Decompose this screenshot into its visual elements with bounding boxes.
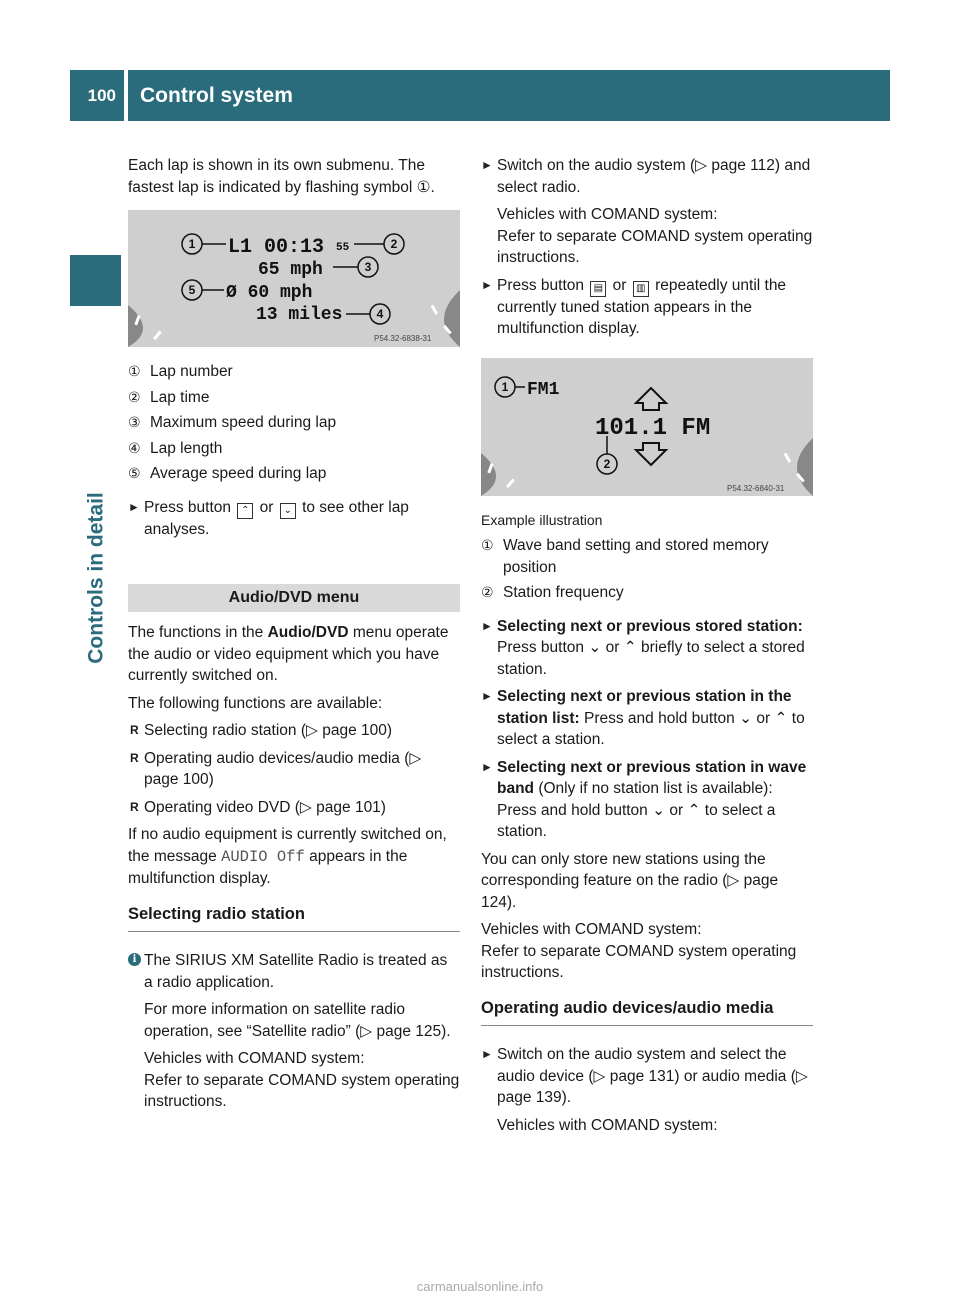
step-arrow-icon: ►	[481, 689, 493, 703]
lap-display-illustration	[128, 210, 460, 347]
right-column: ► Switch on the audio system (▷ page 112) and select radio. Vehicles with COMAND system: Refer to separate COMAND system operating instructions. ► Press button ▤ or ▥ repeatedly until the currently tuned station appears in the multifunction display. FM1 101.1 FM 1 2 P54.32-6840-31 Example illustration ① Wave band setting and stored memory position ② Station frequency ► Selecting next or previous stored station: Press button ⌄ or ⌃ briefly to select a stored station. ► Selecting next or previous station in the station list: Press and hold button ⌄ or ⌃ to select a station. ► Selecting next or previous station in wave band (Only if no station list is available): Press and hold button ⌄ or ⌃ to select a station. You can only store new stations using the corresponding feature on the radio (▷ page 124). Vehicles with COMAND system: Refer to separate COMAND system operating instructions. Operating audio devices/audio media ► Switch on the audio system and select the audio device (▷ page 131) or audio media (▷ page 139). Vehicles with COMAND system:	[481, 157, 813, 1134]
legend-item: ④ Lap length	[128, 439, 223, 457]
figure-code: P54.32-6840-31	[727, 483, 785, 493]
instruction-step: ► Press button ▤ or ▥ repeatedly until the currently tuned station appears in the multifunction display.	[481, 276, 787, 337]
list-item: R Operating audio devices/audio media (▷ page 100)	[130, 749, 422, 788]
subheading-selecting-radio: Selecting radio station	[128, 904, 460, 933]
band-label: FM1	[527, 379, 560, 400]
intro-paragraph: Each lap is shown in its own submenu. The fastest lap is indicated by flashing symbol ①.	[128, 157, 435, 196]
lap-legend	[128, 361, 460, 485]
callout-3: 3	[364, 260, 372, 274]
legend-item: ① Lap number	[128, 363, 233, 380]
legend-item: ② Station frequency	[481, 584, 624, 601]
info-icon: i	[128, 953, 141, 966]
side-section-label: Controls in detail	[84, 492, 108, 664]
function-list	[128, 720, 460, 818]
list-item: R Selecting radio station (▷ page 100)	[130, 722, 393, 739]
forward-button-icon: ▥	[633, 281, 649, 297]
up-button-icon: ⌃	[237, 503, 253, 519]
step-arrow-icon: ►	[128, 499, 140, 514]
legend-item: ② Lap time	[128, 388, 210, 406]
lap-display-svg	[128, 210, 460, 347]
callout-1: 1	[188, 237, 196, 251]
instruction-step: ► Press button ⌃ or ⌄ to see other lap analyses.	[128, 498, 409, 538]
lap-line3: Ø 60 mph	[226, 283, 313, 303]
section-heading-audio-dvd: Audio/DVD menu	[128, 584, 460, 612]
lap-line1-small: 55	[336, 242, 350, 254]
info-note: i The SIRIUS XM Satellite Radio is treated as a radio application. For more information on satellite radio operation, see “Satellite radio” (▷ page 125). Vehicles with COMAND system: Refer to separate COMAND system operating instructions.	[128, 950, 460, 1113]
figure-caption: Example illustration	[481, 511, 603, 528]
callout-4: 4	[376, 307, 384, 321]
back-button-icon: ▤	[590, 281, 606, 297]
lap-line2: 65 mph	[258, 260, 323, 280]
callout-5: 5	[188, 283, 196, 297]
callout-2: 2	[603, 456, 611, 471]
radio-legend	[481, 535, 813, 604]
down-button-icon: ⌄	[280, 503, 296, 519]
functions-paragraph: The following functions are available:	[128, 694, 383, 712]
figure-code: P54.32-6838-31	[374, 334, 432, 343]
instruction-step: ► Selecting next or previous stored station: Press button ⌄ or ⌃ briefly to select a stored station.	[481, 617, 805, 678]
instruction-step: ► Switch on the audio system (▷ page 112) and select radio.	[481, 157, 811, 196]
legend-item: ③ Maximum speed during lap	[128, 414, 337, 431]
step-arrow-icon: ►	[481, 158, 493, 172]
list-item: R Operating video DVD (▷ page 101)	[130, 798, 386, 816]
side-tab-marker	[70, 255, 121, 306]
subheading-audio-devices: Operating audio devices/audio media	[481, 998, 813, 1027]
audio-dvd-paragraph: The functions in the Audio/DVD menu operate the audio or video equipment which you have currently switched on.	[128, 624, 449, 684]
step-arrow-icon: ►	[481, 618, 493, 633]
left-column	[128, 155, 460, 1119]
header-separator	[124, 70, 128, 121]
step-arrow-icon: ►	[481, 1047, 493, 1061]
step-arrow-icon: ►	[481, 277, 493, 292]
instruction-step: ► Selecting next or previous station in the station list: Press and hold button ⌄ or ⌃ to select a station.	[481, 688, 805, 748]
step-arrow-icon: ►	[481, 759, 493, 774]
radio-display-svg	[481, 358, 813, 496]
page-title: Control system	[140, 84, 293, 107]
callout-2: 2	[390, 237, 398, 251]
callout-1: 1	[501, 379, 509, 394]
lap-line4: 13 miles	[256, 305, 343, 325]
instruction-step: ► Switch on the audio system and select the audio device (▷ page 131) or audio media (▷ page 139).	[481, 1046, 808, 1106]
legend-item: ① Wave band setting and stored memory position	[481, 537, 769, 576]
page-number: 100	[87, 86, 116, 105]
legend-item: ⑤ Average speed during lap	[128, 465, 327, 482]
radio-display-illustration	[481, 358, 813, 496]
footer-watermark: carmanualsonline.info	[416, 1279, 544, 1294]
comand-paragraph: Vehicles with COMAND system: Refer to separate COMAND system operating instructions.	[481, 921, 797, 981]
audio-off-paragraph: If no audio equipment is currently switched on, the message AUDIO Off appears in the multifunction display.	[128, 826, 447, 887]
frequency-label: 101.1 FM	[595, 414, 711, 442]
instruction-step: ► Selecting next or previous station in wave band (Only if no station list is available): Press and hold button ⌄ or ⌃ to select a station.	[481, 758, 807, 840]
lap-line1: L1 00:13	[228, 236, 325, 259]
store-stations-paragraph: You can only store new stations using the corresponding feature on the radio (▷ page 124).	[481, 850, 779, 911]
